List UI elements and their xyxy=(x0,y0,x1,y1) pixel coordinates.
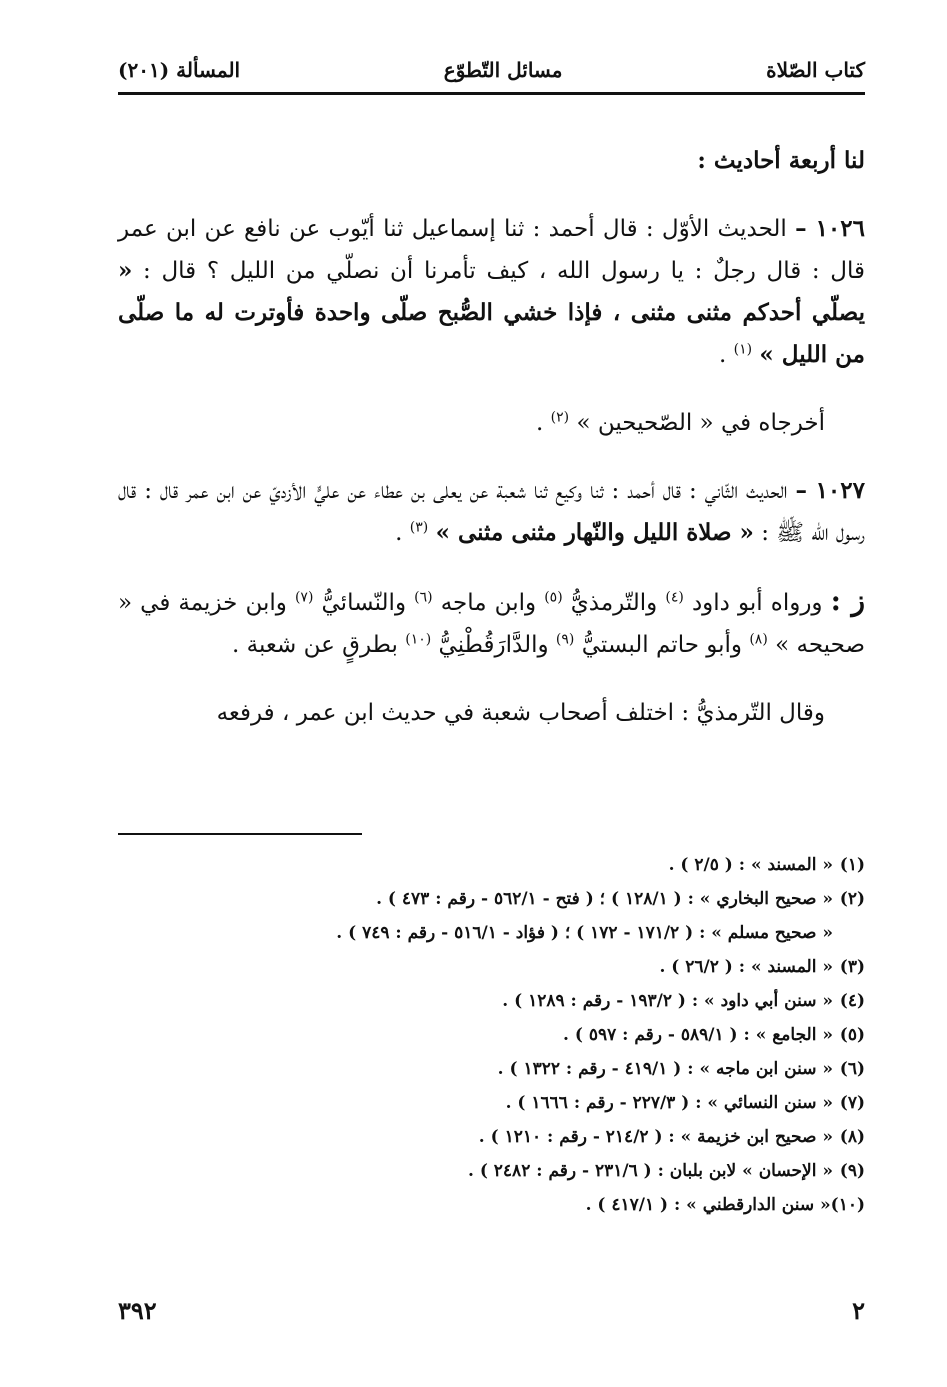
footnote-ref: (٣) xyxy=(409,519,429,536)
main-text xyxy=(118,140,865,760)
footnote-ref: (٨) xyxy=(749,631,768,648)
footnote-text: « المسند » : ( ٢/٥ ) . xyxy=(668,855,833,875)
footnote-item xyxy=(118,916,865,950)
footnote-ref: (٩) xyxy=(555,631,575,648)
page-footer xyxy=(118,1292,865,1328)
footnote-item xyxy=(118,1086,865,1120)
footnote-number: (٨) xyxy=(839,1127,865,1147)
takhrij-text: أخرجاه في « الصّحيحين » xyxy=(576,410,825,436)
footnote-ref: (٤) xyxy=(665,589,684,606)
footnote-separator xyxy=(118,833,362,835)
text-segment: وابن خزيمة في « صحيحه » xyxy=(118,590,865,658)
footnote-item xyxy=(118,1154,865,1188)
footnote-text: « سنن الدارقطني » : ( ٤١٧/١ ) . xyxy=(585,1195,831,1215)
zawaid-mark: ز : xyxy=(830,584,866,617)
footnote-ref: (١) xyxy=(733,341,753,358)
footnote-text: « الإحسان » لابن بلبان : ( ٢٣١/٦ - رقم : ٢٤٨٢ ) . xyxy=(467,1161,833,1181)
footnote-ref: (٧) xyxy=(294,589,314,606)
footnote-text: « سنن أبي داود » : ( ١٩٣/٢ - رقم : ١٢٨٩ ) . xyxy=(502,991,833,1011)
footnote-number: (٢) xyxy=(839,889,865,909)
hadith-text: الحديث الأوّل : قال أحمد : ثنا إسماعيل ثنا أيّوب عن نافع عن ابن عمر قال : قال رجلٌ : يا رسول الله ، كيف تأمرنا أن نصلّي من الليل ؟ قال : xyxy=(118,216,865,284)
hadith-matn: « يصلّي أحدكم مثنى مثنى ، فإذا خشي الصُّبح صلّى واحدة فأوترت له ما صلّى من الليل » xyxy=(118,257,865,368)
footnote-text: « صحيح البخاري » : ( ١٢٨/١ ) ؛ ( فتح - ٥٦٢/١ - رقم : ٤٧٣ ) . xyxy=(376,889,833,909)
footnote-item xyxy=(118,1018,865,1052)
sentence-end: . xyxy=(536,410,544,436)
header-issue-number: المسألة (٢٠١) xyxy=(118,58,241,82)
header-rule xyxy=(118,92,865,95)
hadith-matn: « صلاة الليل والنّهار مثنى مثنى » xyxy=(435,519,754,546)
text-segment: وأبو حاتم البستيُّ xyxy=(581,632,743,658)
footnote-text: « صحيح مسلم » : ( ١٧١/٢ - ١٧٢ ) ؛ ( فؤاد - ٥١٦/١ - رقم : ٧٤٩ ) . xyxy=(336,923,833,943)
running-header xyxy=(118,52,865,88)
footnote-ref: (٢) xyxy=(550,409,570,426)
zawaid-paragraph xyxy=(118,580,865,666)
footnote-text: « صحيح ابن خزيمة » : ( ٢١٤/٢ - رقم : ١٢١٠ ) . xyxy=(478,1127,833,1147)
text-segment: بطرقٍ عن شعبة . xyxy=(232,632,398,658)
footnotes xyxy=(118,848,865,1222)
takhrij-line xyxy=(118,402,865,444)
text-segment: ورواه أبو داود xyxy=(691,590,823,616)
footnote-item xyxy=(118,1188,865,1222)
footnote-number: (١٠) xyxy=(830,1195,865,1215)
sentence-end: . xyxy=(395,520,403,546)
footnote-ref: (١٠) xyxy=(405,631,432,648)
hadith-number: ١٠٢٦ – xyxy=(795,215,865,242)
hadith-text: الحديث الثّاني : قال أحمد : ثنا وكيع ثنا شعبة عن يعلى بن عطاء عن عليٍّ الأزديّ عن ابن عمر قال : قال رسول الله ﷺ : xyxy=(118,478,865,546)
footnote-text: « سنن ابن ماجه » : ( ٤١٩/١ - رقم : ١٣٢٢ ) . xyxy=(497,1059,833,1079)
footnote-item xyxy=(118,882,865,916)
text-segment: وابن ماجه xyxy=(440,590,537,616)
footnote-item xyxy=(118,950,865,984)
footnote-number: (٩) xyxy=(839,1161,865,1181)
text-segment: والدَّارَقُطْنِيُّ xyxy=(438,632,549,658)
footnote-number: (١) xyxy=(839,855,865,875)
header-chapter-title: مسائل التّطوّع xyxy=(443,58,563,82)
footnote-text: « المسند » : ( ٢٦/٢ ) . xyxy=(659,957,833,977)
footnote-number: (٥) xyxy=(839,1025,865,1045)
footnote-item xyxy=(118,1052,865,1086)
hadith-number: ١٠٢٧ – xyxy=(795,477,865,504)
continuation-line: وقال التّرمذيُّ : اختلف أصحاب شعبة في حديث ابن عمر ، فرفعه xyxy=(216,700,825,726)
footnote-number: (٤) xyxy=(839,991,865,1011)
sentence-end: . xyxy=(719,342,727,368)
footnote-item xyxy=(118,1120,865,1154)
header-book-title: كتاب الصّلاة xyxy=(766,58,865,82)
hadith-1027 xyxy=(118,470,865,554)
footnote-ref: (٥) xyxy=(544,589,563,606)
volume-number: ٢ xyxy=(852,1295,865,1325)
footnote-item xyxy=(118,848,865,882)
footnote-text: « سنن النسائي » : ( ٢٢٧/٣ - رقم : ١٦٦٦ ) . xyxy=(505,1093,833,1113)
hadith-1026 xyxy=(118,208,865,376)
footnote-text: « الجامع » : ( ٥٨٩/١ - رقم : ٥٩٧ ) . xyxy=(563,1025,833,1045)
footnote-number: (٣) xyxy=(839,957,865,977)
text-segment: والتّرمذيُّ xyxy=(570,590,658,616)
footnote-item xyxy=(118,984,865,1018)
footnote-ref: (٦) xyxy=(414,589,433,606)
footnote-number: (٦) xyxy=(839,1059,865,1079)
footnote-number: (٧) xyxy=(839,1093,865,1113)
intro-line: لنا أربعة أحاديث : xyxy=(697,147,865,174)
page-number: ٣٩٢ xyxy=(118,1295,157,1325)
text-segment: والنّسائيُّ xyxy=(321,590,407,616)
